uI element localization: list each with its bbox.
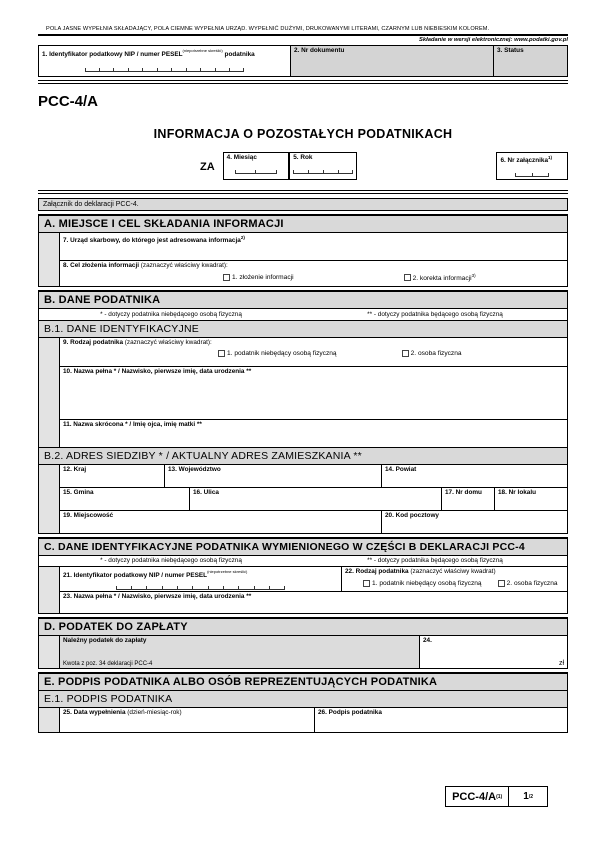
fill-instruction: POLA JASNE WYPEŁNIA SKŁADAJĄCY, POLA CIEMNE WYPEŁNIA URZĄD. WYPEŁNIĆ DUŻYMI, DRUKOWANYMI LITERAMI, CZARNYM LUB NIEBIESKIM KOLOREM. (46, 26, 490, 32)
field-21-nip-pesel[interactable] (60, 567, 342, 591)
field-24-currency-unit: zł (558, 660, 564, 667)
checkbox-podatnik-niebedacy-osoba-fizyczna[interactable] (218, 350, 225, 357)
double-rule (38, 80, 568, 84)
field-8-label: 8. Cel złożenia informacji (63, 262, 139, 269)
field-23-label: 23. Nazwa pełna * / Nazwisko, pierwsze imię, data urodzenia ** (63, 593, 252, 600)
field-21-digit-ruler[interactable] (116, 586, 286, 590)
field-2-nr-dokumentu (291, 46, 494, 76)
field-23-nazwa-pelna[interactable] (60, 592, 567, 613)
footer-page-no: 1 (523, 791, 529, 802)
field-20-kod-pocztowy[interactable] (382, 511, 567, 533)
field-6-footnote: 1) (548, 155, 553, 160)
option-osoba-fizyczna: 2. osoba fizyczna (410, 349, 462, 357)
section-b-notes (39, 309, 567, 321)
field-24-label-cell (60, 636, 420, 668)
left-gray-strip (39, 708, 60, 732)
option-zlozenie-informacji: 1. złożenie informacji (232, 274, 294, 281)
field-10-label: 10. Nazwa pełna * / Nazwisko, pierwsze imię, data urodzenia ** (63, 367, 252, 375)
footer-code-text: PCC-4/A (452, 790, 497, 803)
left-gray-strip (39, 465, 60, 533)
form-code: PCC-4/A (38, 93, 99, 110)
field-22-label: 22. Rodzaj podatnika (345, 568, 409, 575)
period-row (38, 152, 568, 182)
field-13-wojewodztwo[interactable] (165, 465, 382, 487)
field-26-podpis[interactable] (315, 708, 567, 732)
field-14-powiat[interactable] (382, 465, 567, 487)
section-e1-title: E.1. PODPIS PODATNIKA (39, 691, 567, 708)
checkbox-22-osoba-fizyczna[interactable] (498, 580, 505, 587)
field-12-label: 12. Kraj (63, 465, 87, 473)
field-24-label: Należny podatek do zapłaty (63, 637, 147, 644)
attachment-note-bar: Załącznik do deklaracji PCC-4. (38, 198, 568, 211)
section-b2-title: B.2. ADRES SIEDZIBY * / AKTUALNY ADRES ZAMIESZKANIA ** (39, 447, 567, 465)
field-6-nr-zalacznika[interactable] (496, 152, 568, 180)
option-korekta-informacji: 2. korekta informacji (412, 275, 472, 282)
field-14-label: 14. Powiat (385, 465, 417, 473)
checkbox-korekta-informacji[interactable] (404, 274, 411, 281)
section-a-title: A. MIEJSCE I CEL SKŁADANIA INFORMACJI (39, 216, 567, 233)
field-4-miesiac[interactable] (223, 152, 290, 180)
efiling-note (38, 37, 568, 43)
section-b1-title: B.1. DANE IDENTYFIKACYJNE (39, 321, 567, 338)
field-25-data-wypelnienia[interactable] (60, 708, 315, 732)
field-25-hint: (dzień-miesiąc-rok) (127, 709, 182, 716)
field-12-kraj[interactable] (60, 465, 165, 487)
field-21-label: 21. Identyfikator podatkowy NIP / numer PESEL (63, 572, 208, 579)
field-9-label: 9. Rodzaj podatnika (63, 338, 124, 346)
section-c-notes (39, 556, 567, 568)
note-asterisk: * - dotyczy podatnika niebędącego osobą fizyczną (100, 557, 242, 564)
page-title: INFORMACJA O POZOSTAŁYCH PODATNIKACH (153, 127, 453, 141)
field-15-label: 15. Gmina (63, 488, 94, 496)
section-e-title: E. PODPIS PODATNIKA ALBO OSÓB REPREZENTUJĄCYCH PODATNIKA (39, 674, 567, 691)
field-11-nazwa-skrocona[interactable] (60, 420, 567, 447)
section-b (38, 290, 568, 534)
field-24-sublabel: Kwota z poz. 34 deklaracji PCC-4 (63, 661, 153, 667)
section-e (38, 672, 568, 733)
year-digit-ruler[interactable] (293, 170, 353, 174)
field-1-label: 1. Identyfikator podatkowy NIP / numer PESEL (42, 51, 183, 58)
field-16-label: 16. Ulica (193, 488, 219, 496)
left-gray-strip (39, 233, 60, 286)
section-d (38, 617, 568, 669)
checkbox-zlozenie-informacji[interactable] (223, 274, 230, 281)
attachment-no-digit-ruler[interactable] (515, 173, 549, 177)
efiling-url[interactable]: www.podatki.gov.pl (514, 37, 568, 43)
field-1-sup: (niepotrzebne skreślić) (182, 48, 223, 53)
field-6-label: 6. Nr załącznika (500, 157, 549, 164)
header-divider (38, 34, 568, 36)
section-a (38, 214, 568, 287)
za-label: ZA (200, 161, 215, 173)
efiling-prefix: Składanie w wersji elektronicznej: (419, 37, 513, 43)
korekta-footnote: 3) (471, 273, 476, 278)
field-3-label: 3. Status (497, 47, 524, 54)
field-7-label: 7. Urząd skarbowy, do którego jest adresowana informacja (63, 237, 241, 244)
field-19-label: 19. Miejscowość (63, 511, 114, 519)
field-13-label: 13. Województwo (168, 465, 221, 473)
footer-page-number (509, 787, 547, 806)
note-double-asterisk: ** - dotyczy podatnika będącego osobą fizyczną (367, 557, 503, 564)
field-5-rok[interactable] (289, 152, 357, 180)
field-15-gmina[interactable] (60, 488, 190, 510)
field-18-nr-lokalu[interactable] (495, 488, 567, 510)
field-4-label: 4. Miesiąc (226, 154, 257, 161)
field-2-label: 2. Nr dokumentu (294, 47, 345, 54)
field-9-hint: (zaznaczyć właściwy kwadrat): (124, 338, 212, 346)
field-11-label: 11. Nazwa skrócona * / Imię ojca, imię matki ** (63, 420, 202, 428)
field-26-label: 26. Podpis podatnika (318, 709, 382, 716)
left-gray-strip (39, 636, 60, 668)
double-rule (38, 190, 568, 194)
footer-page-total: /2 (528, 793, 533, 800)
left-gray-strip (39, 338, 60, 447)
option-podatnik-niebedacy: 1. podatnik niebędący osobą fizyczną (227, 349, 337, 357)
field-5-label: 5. Rok (293, 154, 313, 161)
field-7-footnote: 2) (240, 235, 245, 240)
month-digit-ruler[interactable] (235, 170, 277, 174)
field-24-number: 24. (423, 637, 432, 644)
section-c-title: C. DANE IDENTYFIKACYJNE PODATNIKA WYMIENIONEGO W CZĘŚCI B DEKLARACJI PCC-4 (39, 539, 567, 556)
field-1-suffix: podatnika (224, 51, 255, 58)
field-19-miejscowosc[interactable] (60, 511, 382, 533)
field-3-status (494, 46, 567, 76)
footer-form-id (445, 786, 548, 807)
field-10-nazwa-pelna[interactable] (60, 367, 567, 419)
header-fields-row (38, 45, 568, 77)
field-8-hint: (zaznaczyć właściwy kwadrat): (140, 262, 228, 269)
checkbox-osoba-fizyczna[interactable] (402, 350, 409, 357)
field-16-ulica[interactable] (190, 488, 442, 510)
footer-form-code (446, 787, 509, 806)
field-7-urzad-skarbowy[interactable] (60, 233, 567, 260)
note-asterisk: * - dotyczy podatnika niebędącego osobą fizyczną (100, 310, 242, 318)
field-24-amount[interactable] (420, 636, 567, 668)
section-c (38, 537, 568, 615)
section-b-title: B. DANE PODATNIKA (39, 292, 567, 309)
field-18-label: 18. Nr lokalu (498, 488, 537, 496)
field-9-rodzaj-podatnika (60, 338, 567, 366)
nip-pesel-digit-ruler[interactable] (85, 68, 245, 72)
field-8-cel-zlozenia (60, 261, 567, 286)
left-gray-strip (39, 567, 60, 613)
option-22-podatnik-niebedacy: 1. podatnik niebędący osobą fizyczną (372, 580, 482, 587)
note-double-asterisk: ** - dotyczy podatnika będącego osobą fizyczną (367, 310, 503, 318)
field-1-nip-pesel[interactable] (39, 46, 291, 76)
field-17-label: 17. Nr domu (445, 488, 482, 496)
checkbox-22-podatnik-niebedacy[interactable] (363, 580, 370, 587)
option-22-osoba-fizyczna: 2. osoba fizyczna (506, 580, 558, 587)
field-22-rodzaj-podatnika (342, 567, 567, 591)
field-20-label: 20. Kod pocztowy (385, 511, 439, 519)
field-25-label: 25. Data wypełnienia (63, 709, 126, 716)
field-21-sup: (niepotrzebne skreślić) (207, 569, 248, 574)
field-17-nr-domu[interactable] (442, 488, 495, 510)
field-22-hint: (zaznaczyć właściwy kwadrat) (410, 568, 496, 575)
footer-variant: (1) (496, 793, 503, 800)
section-d-title: D. PODATEK DO ZAPŁATY (39, 619, 567, 636)
